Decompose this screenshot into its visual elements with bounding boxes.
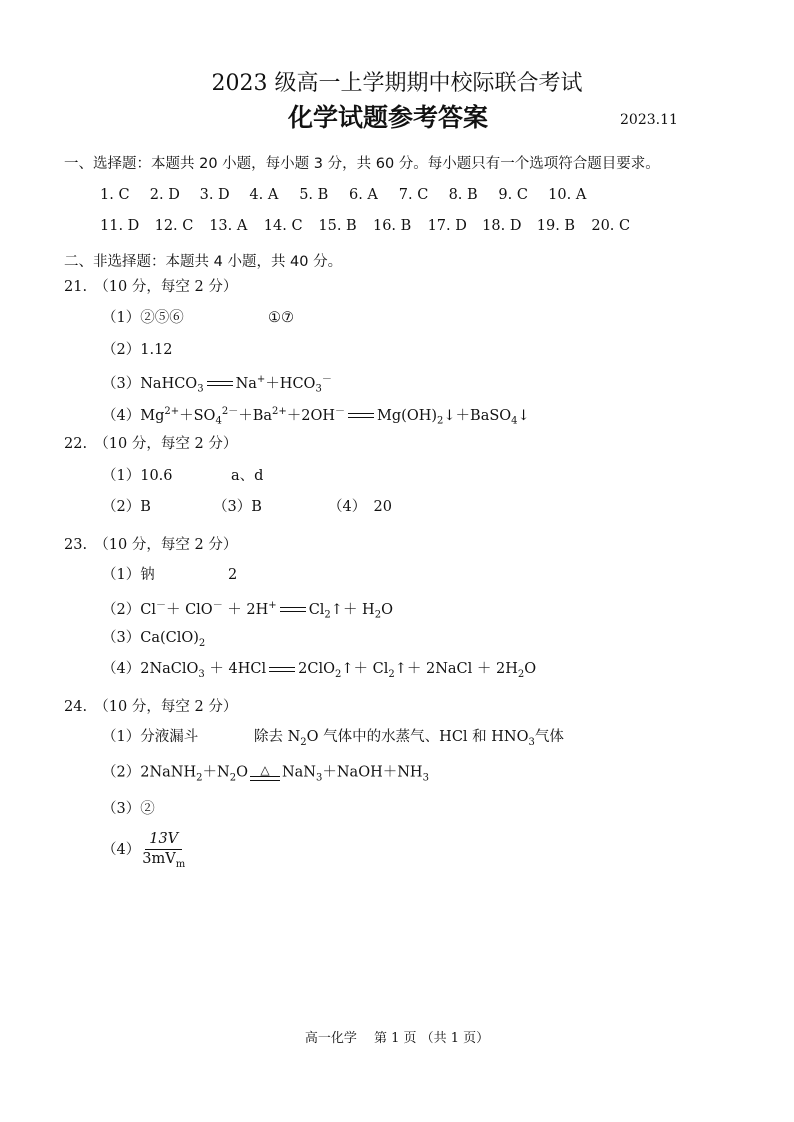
q24-answer-1b: 除去 $N_2O$ 气体中的水蒸气、HCl 和 $HNO_3$气体 <box>254 729 564 748</box>
choice-answer: 12. C <box>154 218 194 234</box>
answer-label: （2） <box>102 342 141 358</box>
choice-answer: 19. B <box>536 218 576 234</box>
answer-text: 分液漏斗 <box>140 729 199 745</box>
choice-answer: 4. A <box>249 187 279 203</box>
section1-heading: 一、选择题：本题共 20 小题，每小题 3 分，共 60 分。每小题只有一个选项符合题目要求。 <box>64 156 660 172</box>
answer-label: （1） <box>102 468 141 484</box>
q22-answer-2 <box>102 500 151 516</box>
question-21-header: 21. （10 分，每空 2 分） <box>64 279 238 295</box>
question-23-header: 23. （10 分，每空 2 分） <box>64 537 238 553</box>
q22-answer-1b: a、d <box>231 468 264 484</box>
choice-answers-row-1 <box>100 187 598 203</box>
answer-text: 1.12 <box>140 342 173 358</box>
heat-symbol: △ <box>260 763 270 777</box>
q24-answer-3 <box>102 802 155 818</box>
question-24-header: 24. （10 分，每空 2 分） <box>64 699 238 715</box>
heating-condition <box>250 764 280 781</box>
fraction-denominator: $3mV_m$ <box>142 850 186 870</box>
fraction <box>140 832 187 870</box>
answer-label: （4） <box>328 499 359 515</box>
answer-label: （3） <box>102 375 141 392</box>
answer-label: （1） <box>102 567 141 583</box>
denominator-text: 3mV <box>142 850 176 867</box>
answer-text: 10.6 <box>140 468 173 484</box>
choice-answer: 16. B <box>372 218 412 234</box>
answer-label: （4） <box>102 661 141 677</box>
choice-answer: 5. B <box>299 187 329 203</box>
q22-answer-1 <box>102 469 173 485</box>
choice-answers-row-2 <box>100 218 646 234</box>
answer-label: （3） <box>213 499 252 515</box>
choice-answer: 14. C <box>263 218 303 234</box>
exam-date: 2023.11 <box>620 112 678 128</box>
choice-answer: 8. B <box>448 187 478 203</box>
choice-answer: 13. A <box>209 218 248 234</box>
q21-answer-1b: ①⑦ <box>268 310 294 326</box>
answer-text: B <box>140 499 151 515</box>
q24-answer-1 <box>102 730 198 746</box>
q24-answer-4 <box>102 832 187 870</box>
answer-label: （4） <box>102 841 141 858</box>
answer-text: ② <box>140 801 155 817</box>
answer-text: ②⑤⑥ <box>140 310 184 326</box>
question-22-header: 22. （10 分，每空 2 分） <box>64 436 238 452</box>
answer-label: （1） <box>102 729 141 745</box>
choice-answer: 9. C <box>498 187 528 203</box>
page-footer: 高一化学 第 1 页 （共 1 页） <box>304 1031 490 1046</box>
q23-answer-1b: 2 <box>228 567 238 583</box>
q21-answer-3-equation: （3）NaHCO$_3$ $Na^++HCO_3^-$ <box>102 374 332 395</box>
q21-answer-1 <box>102 311 184 327</box>
choice-answer: 3. D <box>199 187 230 203</box>
q22-answer-4 <box>328 500 392 516</box>
choice-answer: 18. D <box>482 218 522 234</box>
answer-text: 20 <box>373 499 392 515</box>
choice-answer: 15. B <box>318 218 357 234</box>
q24-answer-2-equation: $(2)2NaNH_2+N_2O$ △ $NaN_3+NaOH+NH_3$ <box>102 763 429 784</box>
choice-answer: 10. A <box>548 187 587 203</box>
q21-answer-2 <box>102 343 173 359</box>
answer-text: 除去 N <box>254 729 301 745</box>
answer-label: （3） <box>102 801 141 817</box>
q23-answer-2-equation: （2）Cl－＋ ClO－ ＋ 2H+ $Cl_2↑+ H_2O$ <box>102 600 393 621</box>
answer-label: （2） <box>102 601 141 618</box>
answer-text: O 气体中的水蒸气、HCl 和 HNO <box>306 729 529 745</box>
q23-answer-1 <box>102 568 155 584</box>
fraction-numerator: 13V <box>145 832 182 850</box>
answer-label: （4） <box>102 407 141 424</box>
q23-answer-3-formula: $(3)Ca(ClO)_2$ <box>102 630 206 649</box>
q23-answer-4-equation: （4）2NaClO$_3$ ＋ 4HCl 2ClO$_2$↑＋ $Cl_2↑+$ 2NaCl ＋ $2H_2O$ <box>102 661 537 680</box>
exam-title: 2023 级高一上学期期中校际联合考试 <box>211 71 583 96</box>
section2-heading: 二、非选择题：本题共 4 小题，共 40 分。 <box>64 254 343 270</box>
choice-answer: 7. C <box>398 187 429 203</box>
answer-label: （3） <box>102 630 141 646</box>
choice-answer: 2. D <box>149 187 180 203</box>
choice-answer: 1. C <box>100 187 130 203</box>
answer-text: 钠 <box>140 567 155 583</box>
answer-text: 气体 <box>534 729 564 745</box>
choice-answer: 11. D <box>100 218 140 234</box>
q21-answer-4-equation: $(4)Mg^{2+}+SO_4^{2-}+Ba^{2+}+2OH^-$ $Mg(OH)_2↓+BaSO_4↓$ <box>102 406 530 427</box>
choice-answer: 17. D <box>427 218 467 234</box>
answer-key-title: 化学试题参考答案 <box>288 103 489 132</box>
answer-label: （1） <box>102 310 141 326</box>
answer-text: B <box>251 499 262 515</box>
choice-answer: 20. C <box>591 218 631 234</box>
answer-label: （2） <box>102 499 141 515</box>
q22-answer-3 <box>213 500 262 516</box>
choice-answer: 6. A <box>348 187 378 203</box>
answer-label: （2） <box>102 764 141 781</box>
